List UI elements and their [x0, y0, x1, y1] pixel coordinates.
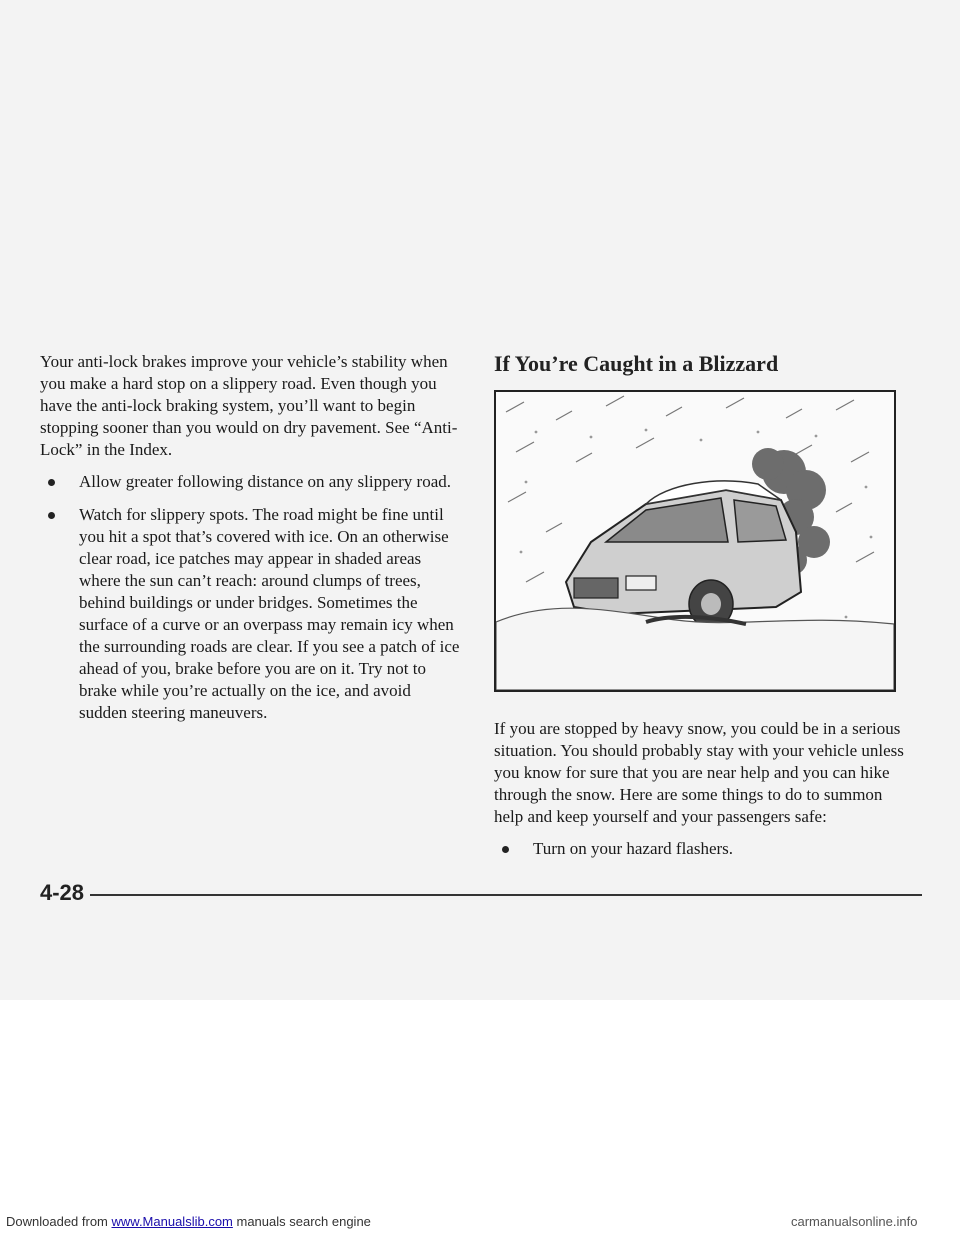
bullet-slippery-spots [40, 504, 460, 724]
bullet-hazard-flashers [494, 838, 914, 860]
download-watermark [6, 1214, 371, 1229]
blizzard-paragraph: If you are stopped by heavy snow, you could be in a serious situation. You should probably stay with your vehicle unless you know for sure that you are near help and you can hike through the snow. Here are some things to do to summon help and keep yourself and your passengers safe: [494, 719, 904, 826]
right-column [494, 350, 914, 692]
page-footer [40, 880, 920, 910]
car-in-snow-drawing [496, 392, 894, 690]
blizzard-text [494, 718, 914, 871]
bullet-dot [48, 512, 55, 519]
watermark-suffix: manuals search engine [232, 1214, 371, 1229]
bullet-text: Watch for slippery spots. The road might be fine until you hit a spot that’s covered with ice. On an otherwise clear road, ice patches may appear in shaded areas where the sun can’t reach: around clumps of trees, behind buildings or under bridges. Sometimes the surface of a curve or an overpass may remain icy when the surrounding roads are clear. If you see a patch of ice ahead of you, brake before you are on it. Try not to brake while you’re actually on the ice, and avoid sudden steering maneuvers. [79, 505, 460, 722]
bullet-text: Allow greater following distance on any slippery road. [79, 472, 452, 491]
watermark-prefix: Downloaded from [6, 1214, 112, 1229]
blizzard-car-illustration [494, 390, 896, 692]
bullet-text: Turn on your hazard flashers. [533, 839, 734, 858]
page-number: 4-28 [40, 880, 85, 905]
left-column [40, 351, 460, 735]
section-heading: If You’re Caught in a Blizzard [494, 351, 779, 376]
brand-watermark: carmanualsonline.info [791, 1214, 918, 1229]
bullet-dot [502, 846, 509, 853]
bullet-dot [48, 479, 55, 486]
bullet-following-distance [40, 471, 460, 493]
manualslib-link[interactable]: www.Manualslib.com [111, 1214, 233, 1229]
intro-paragraph: Your anti-lock brakes improve your vehicle’s stability when you make a hard stop on a slippery road. Even though you have the anti-lock braking system, you’ll want to begin stopping sooner than you would on dry pavement. See “Anti-Lock” in the Index. [40, 352, 458, 459]
footer-rule [90, 894, 922, 896]
